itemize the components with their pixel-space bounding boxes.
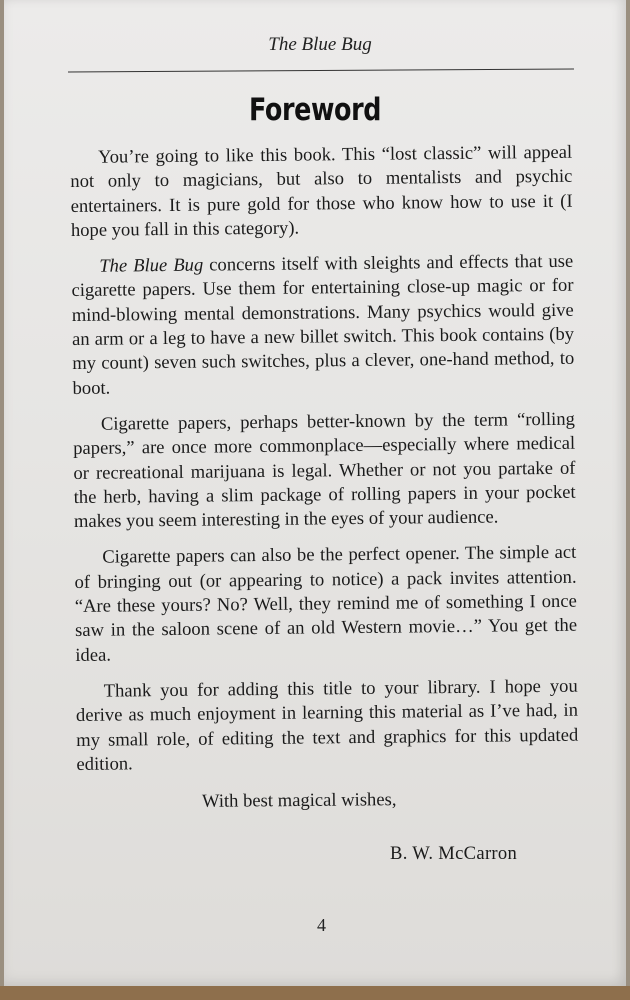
closing-line: With best magical wishes, [201,789,397,812]
book-page [4,0,626,986]
paragraph-2-text: concerns itself with sleights and effects that use cigarette papers. Use them for entertaining close-up magic or for mind-blowing mental demonstrations. Many psychics would give an arm or a leg to have a new billet switch. This book contains (by my count) seven such switches, plus a clever, one-hand method, to boot. [71,250,575,399]
paragraph-2 [71,250,574,401]
chapter-title: Foreword [249,92,381,128]
paragraph-5: Thank you for adding this title to your library. I hope you derive as much enjoyment in learning this material as I’ve had, in my small role, of editing the text and graphics for this updated edition. [75,675,579,775]
book-title-italic: The Blue Bug [99,254,204,277]
author-signature: B. W. McCarron [390,843,518,864]
paragraph-1: You’re going to like this book. This “lost classic” will appeal not only to magicians, but also to mentalists and psychic entertainers. It is pure gold for those who know how to use it (I hope you fall in this category). [70,141,573,241]
table-surface [0,986,630,1000]
header-rule [68,68,574,72]
paragraph-3: Cigarette papers, perhaps better-known by the term “rolling papers,” are once more commonplace—especially where medical or recreational marijuana is legal. Whether or not you partake of the herb, having a slim package of rolling papers in your pocket makes you seem interesting in the eyes of your audience. [73,408,576,533]
paragraph-4: Cigarette papers can also be the perfect opener. The simple act of bringing out (or appearing to notice) a pack invites attention. “Are these yours? No? Well, they remind me of something I once saw in the saloon scene of an old Western movie…” You get the idea. [74,542,578,666]
foreword-body [70,141,579,789]
page-number: 4 [317,915,326,935]
running-head: The Blue Bug [268,34,372,55]
